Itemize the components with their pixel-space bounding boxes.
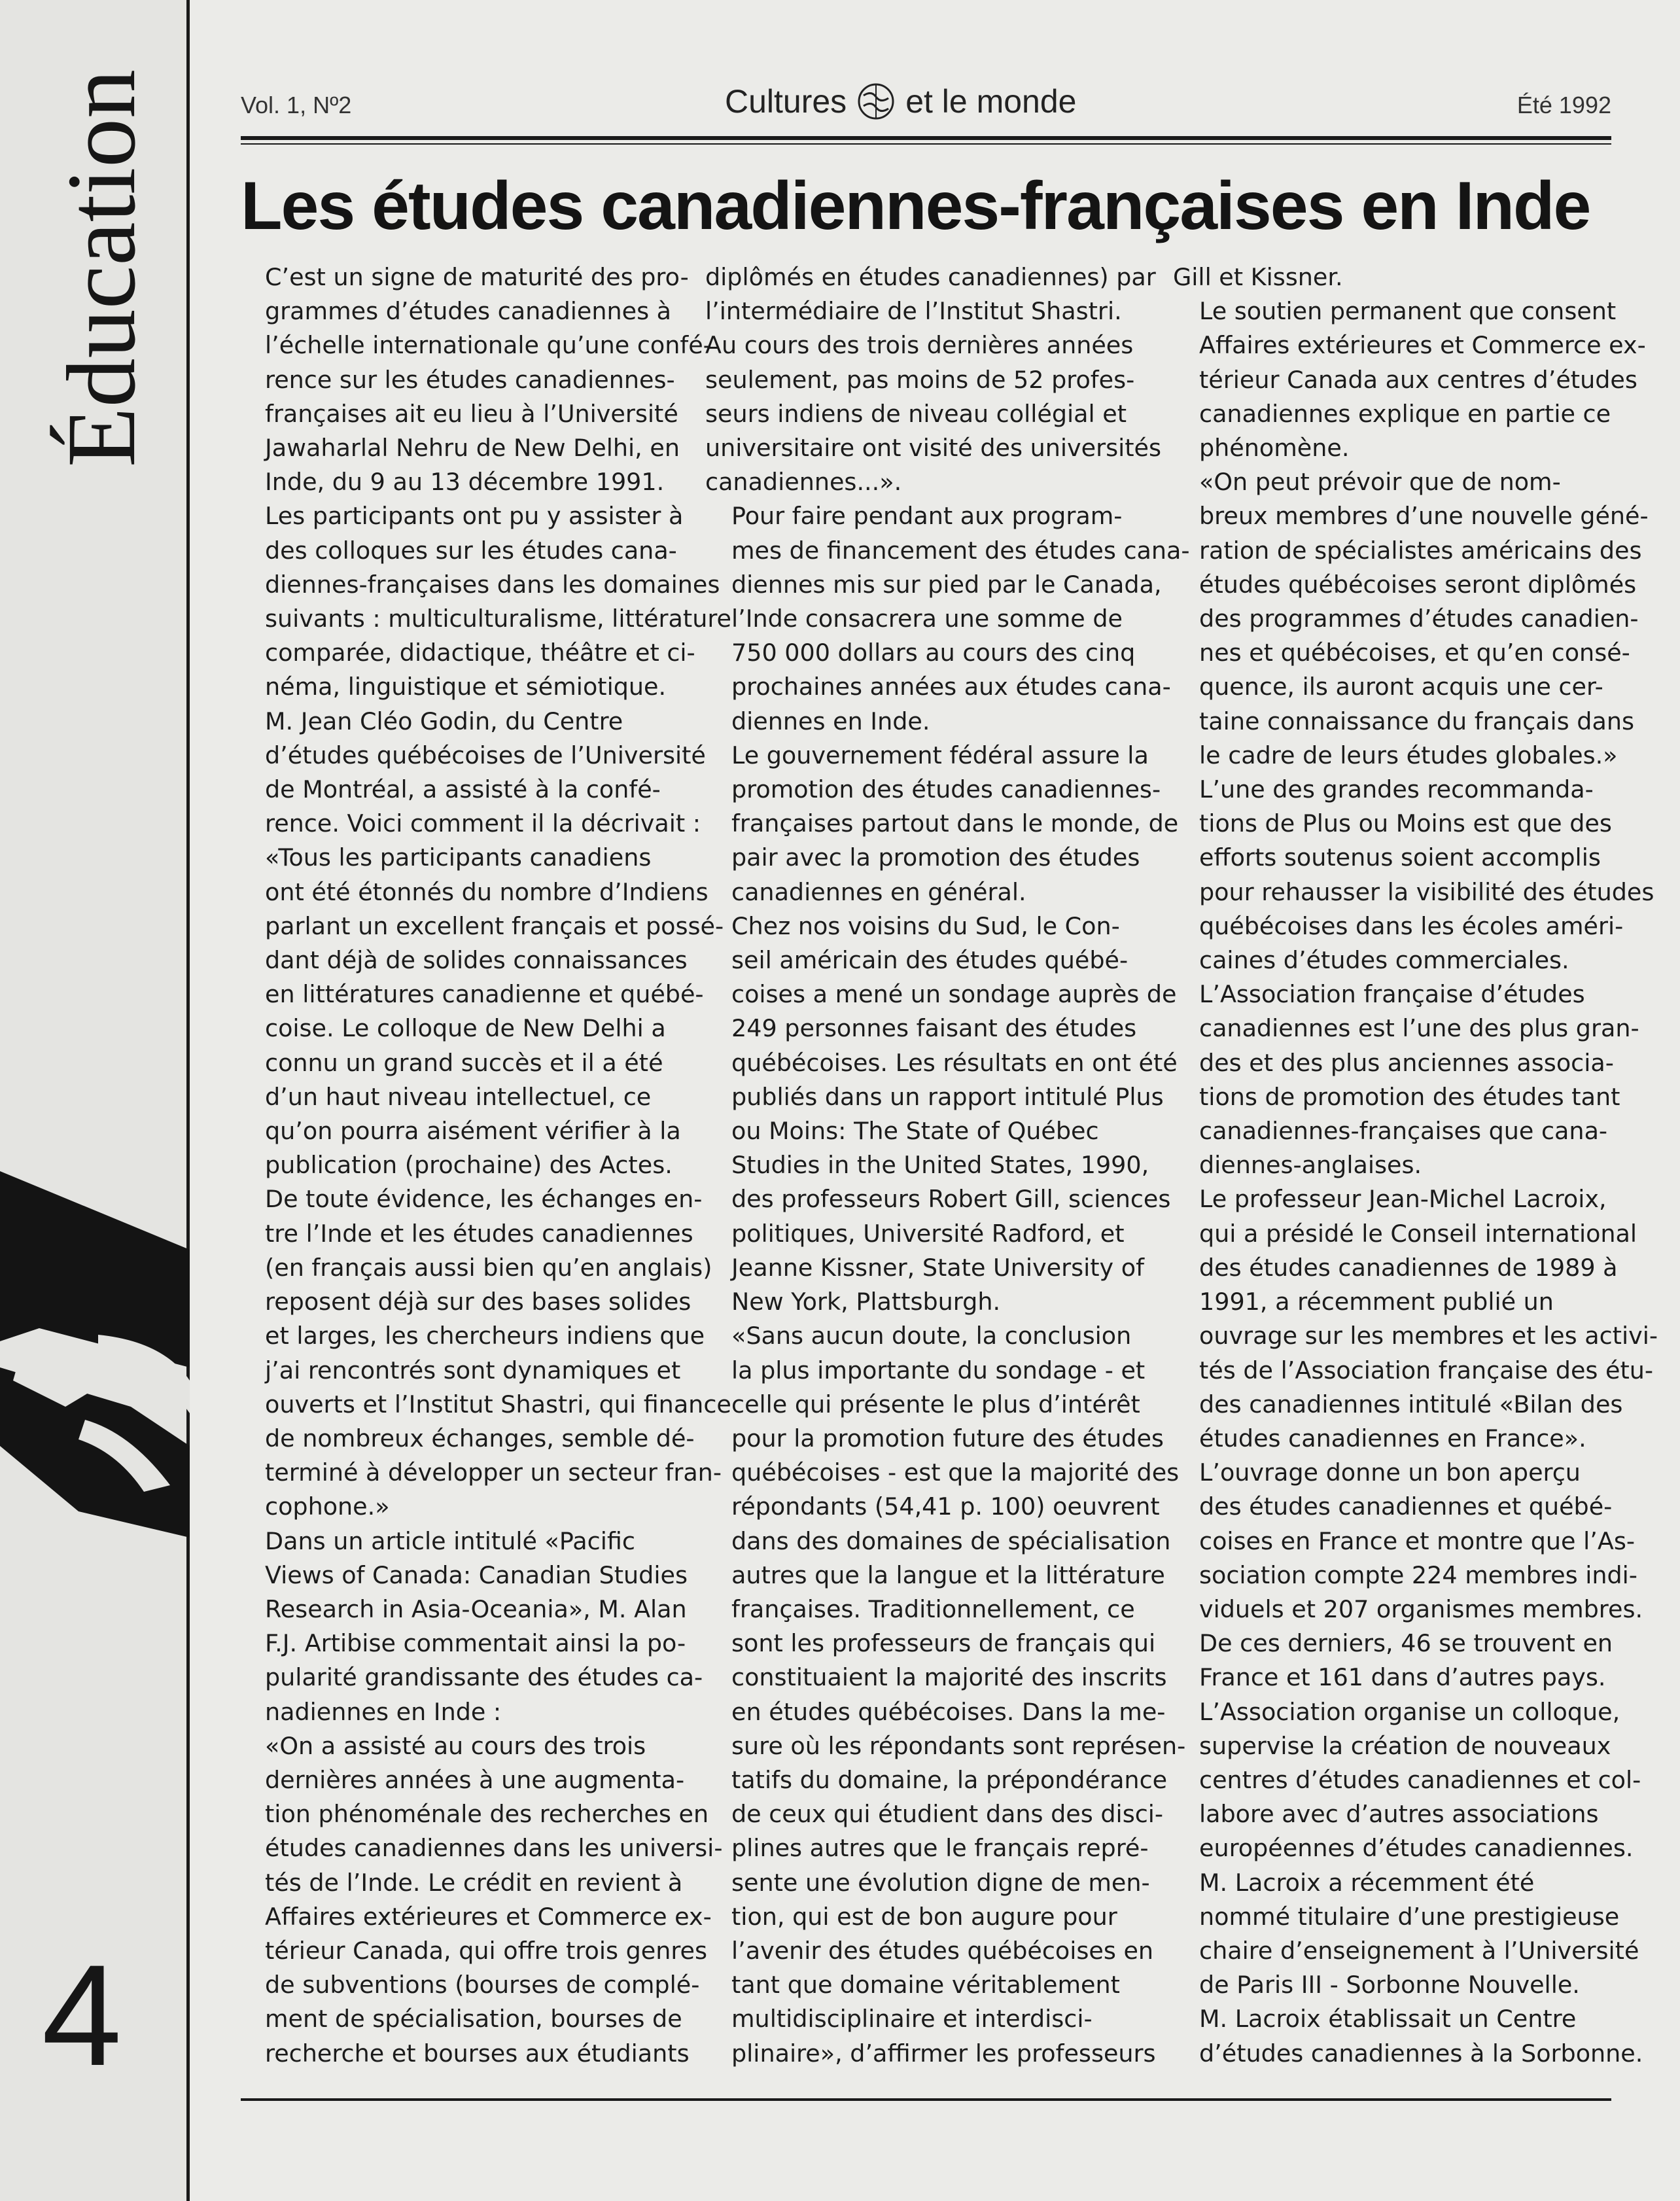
text-line: breux membres d’une nouvelle géné-	[1199, 502, 1649, 531]
text-line: térieur Canada aux centres d’études	[1199, 365, 1637, 394]
text-line: tion phénoménale des recherches en	[265, 1800, 709, 1829]
text-line: Research in Asia-Oceania», M. Alan	[265, 1594, 687, 1623]
text-line: canadiennes explique en partie ce	[1199, 399, 1611, 428]
article-column-2	[705, 260, 1190, 2068]
section-label-text: Éducation	[47, 69, 156, 468]
article-column-1	[239, 260, 732, 2068]
publication-title-right: et le monde	[905, 83, 1077, 120]
publication-title	[725, 81, 1076, 122]
text-line: France et 161 dans d’autres pays.	[1199, 1663, 1606, 1692]
article-paragraph	[1173, 1456, 1643, 1865]
text-line: New York, Plattsburgh.	[731, 1288, 1001, 1316]
text-line: des colloques sur les études cana-	[265, 536, 677, 565]
text-line: Le professeur Jean-Michel Lacroix,	[1199, 1185, 1607, 1214]
text-line: M. Lacroix établissait un Centre	[1199, 2005, 1577, 2034]
text-line: rence sur les études canadiennes-	[265, 365, 675, 394]
volume-number: Vol. 1, Nº2	[241, 92, 352, 118]
text-line: seil américain des études québé-	[731, 946, 1129, 975]
text-line: et larges, les chercheurs indiens que	[265, 1322, 705, 1350]
text-line: françaises. Traditionnellement, ce	[731, 1594, 1135, 1623]
text-line: néma, linguistique et sémiotique.	[265, 673, 667, 701]
text-line: celle qui présente le plus d’intérêt	[731, 1390, 1140, 1418]
text-line: canadiennes est l’une des plus gran-	[1199, 1014, 1639, 1043]
text-line: Inde, du 9 au 13 décembre 1991.	[265, 468, 665, 497]
section-label	[36, 69, 167, 468]
text-line: études québécoises seront diplômés	[1199, 570, 1637, 599]
article-paragraph	[705, 1319, 1186, 2070]
text-line: Le soutien permanent que consent	[1199, 297, 1617, 326]
text-line: reposent déjà sur des bases solides	[265, 1288, 691, 1316]
text-line: taine connaissance du français dans	[1199, 707, 1634, 735]
text-line: j’ai rencontrés sont dynamiques et	[265, 1356, 681, 1384]
text-line: l’Inde consacrera une somme de	[731, 605, 1123, 633]
text-line: françaises ait eu lieu à l’Université	[265, 399, 678, 428]
text-line: Le gouvernement fédéral assure la	[731, 741, 1149, 769]
text-line: promotion des études canadiennes-	[731, 775, 1161, 804]
article-headline: Les études canadiennes-françaises en Inde	[241, 168, 1590, 244]
text-line: des canadiennes intitulé «Bilan des	[1199, 1390, 1623, 1418]
text-line: européennes d’études canadiennes.	[1199, 1834, 1634, 1863]
article-paragraph	[1173, 773, 1654, 977]
text-line: «Tous les participants canadiens	[265, 843, 652, 872]
text-line: L’une des grandes recommanda-	[1199, 775, 1594, 804]
text-line: l’intermédiaire de l’Institut Shastri.	[705, 297, 1122, 326]
article-paragraph	[705, 909, 1178, 1319]
text-line: tion, qui est de bon augure pour	[731, 1902, 1117, 1931]
text-line: L’Association française d’études	[1199, 980, 1585, 1009]
article-column-3	[1173, 260, 1658, 2068]
text-line: canadiennes en général.	[731, 877, 1026, 906]
running-header	[241, 77, 1611, 130]
text-line: qui a présidé le Conseil international	[1199, 1219, 1637, 1248]
text-line: de Paris III - Sorbonne Nouvelle.	[1199, 1971, 1580, 1999]
text-line: connu un grand succès et il a été	[265, 1048, 663, 1077]
text-line: (en français aussi bien qu’en anglais)	[265, 1253, 712, 1282]
text-line: Views of Canada: Canadian Studies	[265, 1560, 688, 1589]
text-line: d’études québécoises de l’Université	[265, 741, 706, 769]
article-paragraph	[705, 260, 1162, 499]
text-line: phénomène.	[1199, 434, 1350, 463]
text-line: diennes en Inde.	[731, 707, 930, 735]
text-line: L’ouvrage donne un bon aperçu	[1199, 1458, 1581, 1487]
text-line: des professeurs Robert Gill, sciences	[731, 1185, 1171, 1214]
article-paragraph	[239, 1729, 723, 2071]
header-rule	[241, 136, 1611, 140]
text-line: efforts soutenus soient accomplis	[1199, 843, 1601, 872]
text-line: tions de Plus ou Moins est que des	[1199, 809, 1612, 838]
text-line: L’Association organise un colloque,	[1199, 1697, 1620, 1726]
text-line: diennes-anglaises.	[1199, 1151, 1422, 1180]
text-line: autres que la langue et la littérature	[731, 1560, 1165, 1589]
text-line: qu’on pourra aisément vérifier à la	[265, 1117, 681, 1146]
text-line: prochaines années aux études cana-	[731, 673, 1171, 701]
text-line: multidisciplinaire et interdisci-	[731, 2005, 1093, 2034]
text-line: sociation compte 224 membres indi-	[1199, 1560, 1637, 1589]
text-line: tant que domaine véritablement	[731, 1971, 1120, 1999]
text-line: 1991, a récemment publié un	[1199, 1288, 1554, 1316]
article-paragraph	[1173, 465, 1649, 773]
text-line: seulement, pas moins de 52 profes-	[705, 365, 1135, 394]
article-paragraph	[705, 499, 1190, 738]
text-line: sure où les répondants sont représen-	[731, 1731, 1186, 1760]
text-line: plinaire», d’affirmer les professeurs	[731, 2039, 1156, 2068]
text-line: des études canadiennes et québé-	[1199, 1492, 1613, 1521]
text-line: ouverts et l’Institut Shastri, qui finance	[265, 1390, 731, 1418]
text-line: grammes d’études canadiennes à	[265, 297, 672, 326]
text-line: quence, ils auront acquis une cer-	[1199, 673, 1603, 701]
text-line: Affaires extérieures et Commerce ex-	[1199, 331, 1646, 360]
text-line: labore avec d’autres associations	[1199, 1800, 1599, 1829]
text-line: Affaires extérieures et Commerce ex-	[265, 1902, 712, 1931]
text-line: tatifs du domaine, la prépondérance	[731, 1765, 1168, 1794]
publication-logo-icon	[856, 81, 896, 122]
text-line: «On a assisté au cours des trois	[265, 1731, 646, 1760]
text-line: comparée, didactique, théâtre et ci-	[265, 639, 695, 667]
text-line: Chez nos voisins du Sud, le Con-	[731, 911, 1120, 940]
text-line: universitaire ont visité des universités	[705, 434, 1162, 463]
text-line: pularité grandissante des études ca-	[265, 1663, 703, 1692]
text-line: études canadiennes dans les universi-	[265, 1834, 723, 1863]
text-line: Dans un article intitulé «Pacific	[265, 1526, 635, 1555]
text-line: de Montréal, a assisté à la confé-	[265, 775, 661, 804]
text-line: nommé titulaire d’une prestigieuse	[1199, 1902, 1620, 1931]
text-line: publication (prochaine) des Actes.	[265, 1151, 673, 1180]
text-line: tés de l’Inde. Le crédit en revient à	[265, 1868, 683, 1897]
margin-divider	[186, 0, 190, 2201]
text-line: tés de l’Association française des étu-	[1199, 1356, 1654, 1384]
text-line: cophone.»	[265, 1492, 390, 1521]
article-paragraph	[1173, 1866, 1643, 2071]
text-line: De toute évidence, les échanges en-	[265, 1185, 703, 1214]
text-line: nadiennes en Inde :	[265, 1697, 502, 1726]
text-line: canadiennes-françaises que cana-	[1199, 1117, 1608, 1146]
article-paragraph	[1173, 1182, 1658, 1456]
text-line: nes et québécoises, et qu’en consé-	[1199, 639, 1630, 667]
text-line: «Sans aucun doute, la conclusion	[731, 1322, 1132, 1350]
text-line: ouvrage sur les membres et les activi-	[1199, 1322, 1658, 1350]
text-line: d’études canadiennes à la Sorbonne.	[1199, 2039, 1643, 2068]
text-line: d’un haut niveau intellectuel, ce	[265, 1082, 652, 1111]
text-line: québécoises - est que la majorité des	[731, 1458, 1180, 1487]
text-line: terminé à développer un secteur fran-	[265, 1458, 722, 1487]
text-line: de nombreux échanges, semble dé-	[265, 1424, 695, 1453]
text-line: françaises partout dans le monde, de	[731, 809, 1179, 838]
text-line: québécoises dans les écoles améri-	[1199, 911, 1624, 940]
text-line: F.J. Artibise commentait ainsi la po-	[265, 1629, 686, 1658]
decorative-graphic	[0, 1171, 190, 1538]
text-line: dant déjà de solides connaissances	[265, 946, 688, 975]
text-line: des programmes d’études canadien-	[1199, 605, 1639, 633]
page-number: 4	[41, 1935, 122, 2096]
text-line: centres d’études canadiennes et col-	[1199, 1765, 1641, 1794]
text-line: M. Lacroix a récemment été	[1199, 1868, 1535, 1897]
text-line: ment de spécialisation, bourses de	[265, 2005, 682, 2034]
text-line: coises en France et montre que l’As-	[1199, 1526, 1636, 1555]
text-line: Jawaharlal Nehru de New Delhi, en	[265, 434, 680, 463]
text-line: l’échelle internationale qu’une confé-	[265, 331, 712, 360]
text-line: pour la promotion future des études	[731, 1424, 1164, 1453]
text-line: De ces derniers, 46 se trouvent en	[1199, 1629, 1613, 1658]
text-line: viduels et 207 organismes membres.	[1199, 1594, 1643, 1623]
text-line: Gill et Kissner.	[1173, 263, 1343, 291]
text-line: caines d’études commerciales.	[1199, 946, 1569, 975]
text-line: Au cours des trois dernières années	[705, 331, 1134, 360]
text-line: parlant un excellent français et possé-	[265, 911, 724, 940]
article-paragraph	[239, 841, 731, 1524]
text-line: coises a mené un sondage auprès de	[731, 980, 1177, 1009]
text-line: en études québécoises. Dans la me-	[731, 1697, 1166, 1726]
article-paragraph	[239, 1524, 703, 1729]
article-paragraph	[239, 499, 732, 704]
text-line: études canadiennes en France».	[1199, 1424, 1586, 1453]
text-line: 750 000 dollars au cours des cinq	[731, 639, 1136, 667]
text-line: Les participants ont pu y assister à	[265, 502, 684, 531]
text-line: tre l’Inde et les études canadiennes	[265, 1219, 693, 1248]
article-paragraph	[1173, 977, 1639, 1182]
text-line: dans des domaines de spécialisation	[731, 1526, 1171, 1555]
text-line: canadiennes...».	[705, 468, 902, 497]
text-line: C’est un signe de maturité des pro-	[265, 263, 689, 291]
text-line: coise. Le colloque de New Delhi a	[265, 1014, 666, 1043]
text-line: plines autres que le français repré-	[731, 1834, 1149, 1863]
text-line: ont été étonnés du nombre d’Indiens	[265, 877, 709, 906]
text-line: chaire d’enseignement à l’Université	[1199, 1936, 1639, 1965]
text-line: ou Moins: The State of Québec	[731, 1117, 1099, 1146]
article-paragraph	[239, 260, 712, 499]
header-rule-thin	[241, 143, 1611, 145]
article-paragraph	[239, 705, 706, 841]
text-line: Jeanne Kissner, State University of	[731, 1253, 1144, 1282]
text-line: Pour faire pendant aux program-	[731, 502, 1123, 531]
text-line: québécoises. Les résultats en ont été	[731, 1048, 1178, 1077]
text-line: diplômés en études canadiennes) par	[705, 263, 1156, 291]
text-line: des et des plus anciennes associa-	[1199, 1048, 1614, 1077]
text-line: térieur Canada, qui offre trois genres	[265, 1936, 708, 1965]
text-line: Studies in the United States, 1990,	[731, 1151, 1149, 1180]
text-line: politiques, Université Radford, et	[731, 1219, 1125, 1248]
article-paragraph	[1173, 260, 1618, 294]
text-line: seurs indiens de niveau collégial et	[705, 399, 1127, 428]
text-line: tions de promotion des études tant	[1199, 1082, 1620, 1111]
text-line: diennes mis sur pied par le Canada,	[731, 570, 1162, 599]
text-line: diennes-françaises dans les domaines	[265, 570, 720, 599]
text-line: sente une évolution digne de men-	[731, 1868, 1150, 1897]
text-line: mes de financement des études cana-	[731, 536, 1190, 565]
text-line: la plus importante du sondage - et	[731, 1356, 1146, 1384]
article-paragraph	[705, 739, 1179, 909]
text-line: en littératures canadienne et québé-	[265, 980, 704, 1009]
text-line: M. Jean Cléo Godin, du Centre	[265, 707, 623, 735]
text-line: des études canadiennes de 1989 à	[1199, 1253, 1618, 1282]
text-line: répondants (54,41 p. 100) oeuvrent	[731, 1492, 1160, 1521]
footer-rule	[241, 2098, 1611, 2101]
text-line: «On peut prévoir que de nom-	[1199, 468, 1561, 497]
article-paragraph	[1173, 294, 1646, 465]
text-line: dernières années à une augmenta-	[265, 1765, 685, 1794]
text-line: publiés dans un rapport intitulé Plus	[731, 1082, 1164, 1111]
text-line: de ceux qui étudient dans des disci-	[731, 1800, 1164, 1829]
text-line: 249 personnes faisant des études	[731, 1014, 1137, 1043]
text-line: supervise la création de nouveaux	[1199, 1731, 1611, 1760]
publication-title-left: Cultures	[725, 83, 847, 120]
text-line: l’avenir des études québécoises en	[731, 1936, 1154, 1965]
text-line: suivants : multiculturalisme, littérature	[265, 605, 732, 633]
text-line: le cadre de leurs études globales.»	[1199, 741, 1618, 769]
text-line: pair avec la promotion des études	[731, 843, 1140, 872]
text-line: constituaient la majorité des inscrits	[731, 1663, 1167, 1692]
text-line: pour rehausser la visibilité des études	[1199, 877, 1654, 906]
issue-date: Été 1992	[1516, 92, 1611, 118]
text-line: recherche et bourses aux étudiants	[265, 2039, 690, 2068]
text-line: ration de spécialistes américains des	[1199, 536, 1642, 565]
text-line: rence. Voici comment il la décrivait :	[265, 809, 701, 838]
text-line: sont les professeurs de français qui	[731, 1629, 1156, 1658]
text-line: de subventions (bourses de complé-	[265, 1971, 700, 1999]
